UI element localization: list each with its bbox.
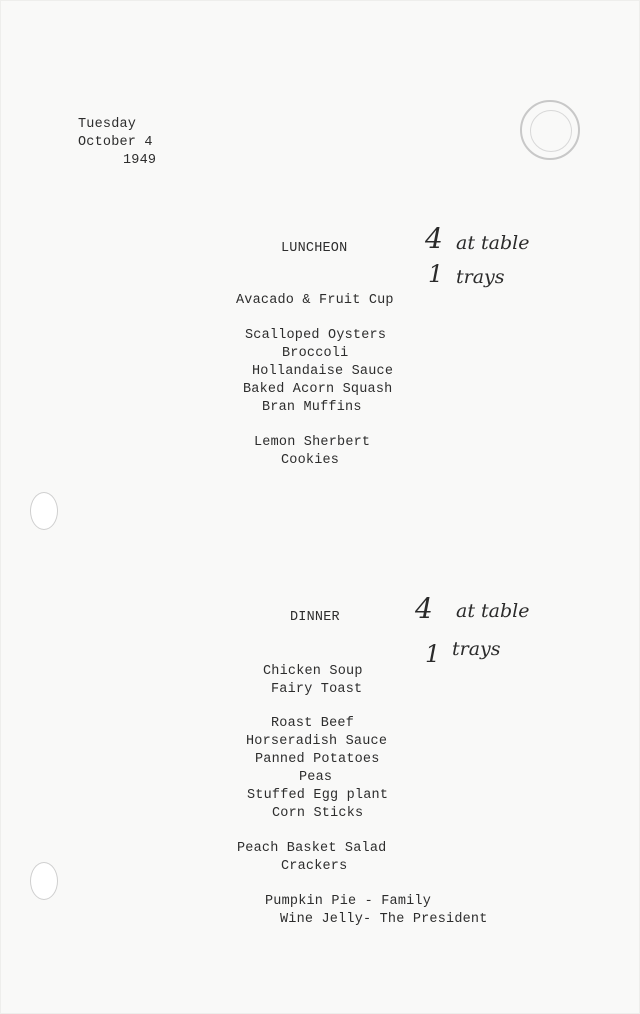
dinner-heading: DINNER [290, 610, 340, 625]
dinner-course: Chicken Soup [263, 664, 363, 679]
luncheon-course: Bran Muffins [262, 400, 362, 415]
dinner-course: Wine Jelly- The President [280, 912, 488, 927]
dinner-course: Stuffed Egg plant [247, 788, 389, 803]
luncheon-count-trays: 1 [428, 260, 444, 288]
luncheon-course: Broccoli [282, 346, 349, 361]
dinner-course: Peach Basket Salad [237, 841, 387, 856]
luncheon-heading: LUNCHEON [281, 241, 348, 256]
date-month-day: October 4 [78, 135, 153, 150]
dinner-course: Peas [299, 770, 333, 785]
dinner-count-trays: 1 [425, 640, 441, 668]
luncheon-count-table: 4 [425, 222, 443, 255]
dinner-course: Fairy Toast [271, 682, 363, 697]
luncheon-note-trays: trays [456, 266, 505, 288]
dinner-course: Corn Sticks [272, 806, 364, 821]
dinner-course: Crackers [281, 859, 348, 874]
dinner-course: Pumpkin Pie - Family [265, 894, 432, 909]
dinner-note-table: at table [456, 600, 530, 622]
luncheon-course: Avacado & Fruit Cup [236, 293, 394, 308]
dinner-count-table: 4 [415, 592, 433, 625]
luncheon-course: Scalloped Oysters [245, 328, 387, 343]
luncheon-course: Lemon Sherbert [254, 435, 371, 450]
punch-hole-lower [30, 862, 58, 900]
luncheon-course: Hollandaise Sauce [252, 364, 394, 379]
dinner-course: Panned Potatoes [255, 752, 380, 767]
date-year: 1949 [123, 153, 157, 168]
luncheon-note-table: at table [456, 232, 530, 254]
luncheon-course: Baked Acorn Squash [243, 382, 393, 397]
library-stamp [520, 100, 580, 160]
dinner-course: Roast Beef [271, 716, 355, 731]
luncheon-course: Cookies [281, 453, 340, 468]
date-day: Tuesday [78, 117, 137, 132]
dinner-course: Horseradish Sauce [246, 734, 388, 749]
punch-hole-upper [30, 492, 58, 530]
dinner-note-trays: trays [452, 638, 501, 660]
